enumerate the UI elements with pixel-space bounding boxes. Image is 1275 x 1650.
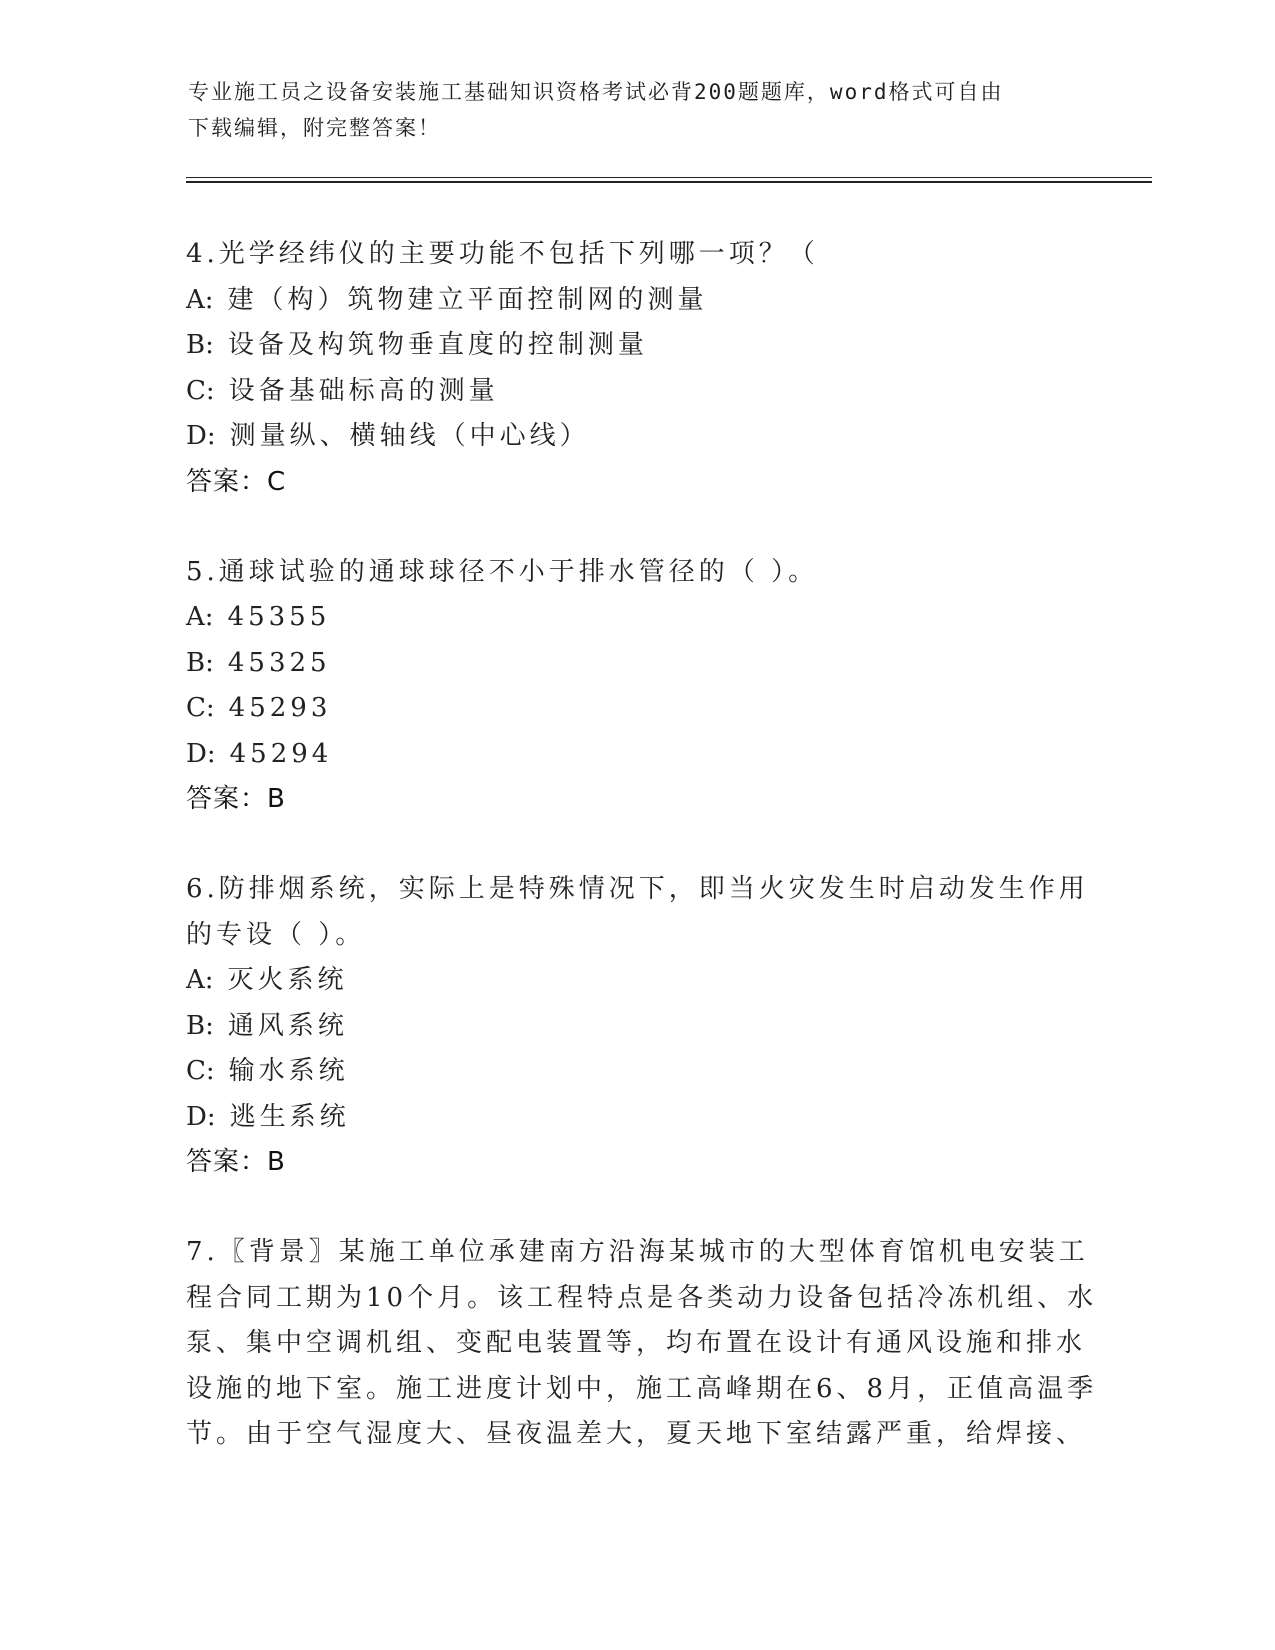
option-text: 灭火系统	[227, 965, 348, 995]
question-stem: 4.光学经纬仪的主要功能不包括下列哪一项？（	[186, 239, 819, 269]
option-text: 45294	[229, 738, 333, 769]
option-text: 45293	[228, 693, 332, 723]
option-text: 测量纵、横轴线（中心线）	[229, 421, 590, 451]
option-a	[186, 595, 1086, 641]
option-label: B:	[186, 647, 214, 678]
question-stem-line-1: 6.防排烟系统，实际上是特殊情况下，即当火灾发生时启动发生作用	[186, 874, 1089, 904]
question-stem: 5.通球试验的通球球径不小于排水管径的（ ）。	[186, 556, 819, 587]
question-5	[186, 550, 1086, 822]
option-label: D:	[186, 1101, 216, 1132]
option-c	[186, 686, 1086, 732]
option-d	[186, 732, 1086, 778]
question-stem-line-2: 程合同工期为10个月。该工程特点是各类动力设备包括冷冻机组、水	[186, 1282, 1098, 1313]
option-text: 逃生系统	[229, 1101, 350, 1132]
option-label: A:	[186, 602, 214, 632]
option-label: A:	[186, 284, 214, 315]
answer: 答案：B	[186, 1147, 286, 1177]
header-divider-thin	[186, 177, 1152, 178]
answer: 答案：B	[186, 784, 286, 814]
option-label: B:	[186, 1010, 214, 1041]
option-text: 通风系统	[227, 1010, 348, 1041]
option-text: 建（构）筑物建立平面控制网的测量	[227, 284, 708, 315]
option-d	[186, 1095, 1086, 1141]
option-label: A:	[186, 965, 214, 995]
option-a	[186, 278, 1086, 324]
option-text: 设备及构筑物垂直度的控制测量	[227, 330, 648, 360]
document-header	[188, 74, 1068, 146]
question-stem-line-1: 7.〖背景〗某施工单位承建南方沿海某城市的大型体育馆机电安装工	[186, 1237, 1089, 1267]
header-divider-thick	[186, 181, 1152, 183]
option-label: D:	[186, 421, 216, 451]
option-label: D:	[186, 738, 216, 769]
header-line-1: 专业施工员之设备安装施工基础知识资格考试必背200题题库，word格式可自由	[188, 80, 1004, 104]
question-stem-line-3: 泵、集中空调机组、变配电装置等，均布置在设计有通风设施和排水	[186, 1328, 1087, 1358]
question-7	[186, 1230, 1098, 1458]
option-c	[186, 369, 1086, 415]
question-stem-line-5: 节。由于空气湿度大、昼夜温差大，夏天地下室结露严重，给焊接、	[186, 1419, 1087, 1449]
question-stem-line-4: 设施的地下室。施工进度计划中，施工高峰期在6、8月，正值高温季	[186, 1373, 1098, 1404]
header-line-2: 下载编辑，附完整答案！	[188, 116, 441, 140]
question-4	[186, 232, 1086, 504]
option-b	[186, 641, 1086, 687]
option-text: 45325	[227, 647, 331, 678]
option-text: 45355	[227, 602, 331, 632]
option-text: 设备基础标高的测量	[228, 375, 499, 406]
option-text: 输水系统	[228, 1056, 349, 1086]
option-b	[186, 1004, 1086, 1050]
option-label: C:	[186, 693, 215, 723]
question-stem-line-2: 的专设（ ）。	[186, 919, 366, 950]
option-c	[186, 1049, 1086, 1095]
option-b	[186, 323, 1086, 369]
question-list	[186, 232, 1098, 1504]
option-a	[186, 958, 1086, 1004]
option-label: C:	[186, 1056, 215, 1086]
option-d	[186, 414, 1086, 460]
answer: 答案：C	[186, 466, 287, 497]
question-6	[186, 867, 1089, 1184]
option-label: C:	[186, 375, 215, 406]
option-label: B:	[186, 330, 214, 360]
